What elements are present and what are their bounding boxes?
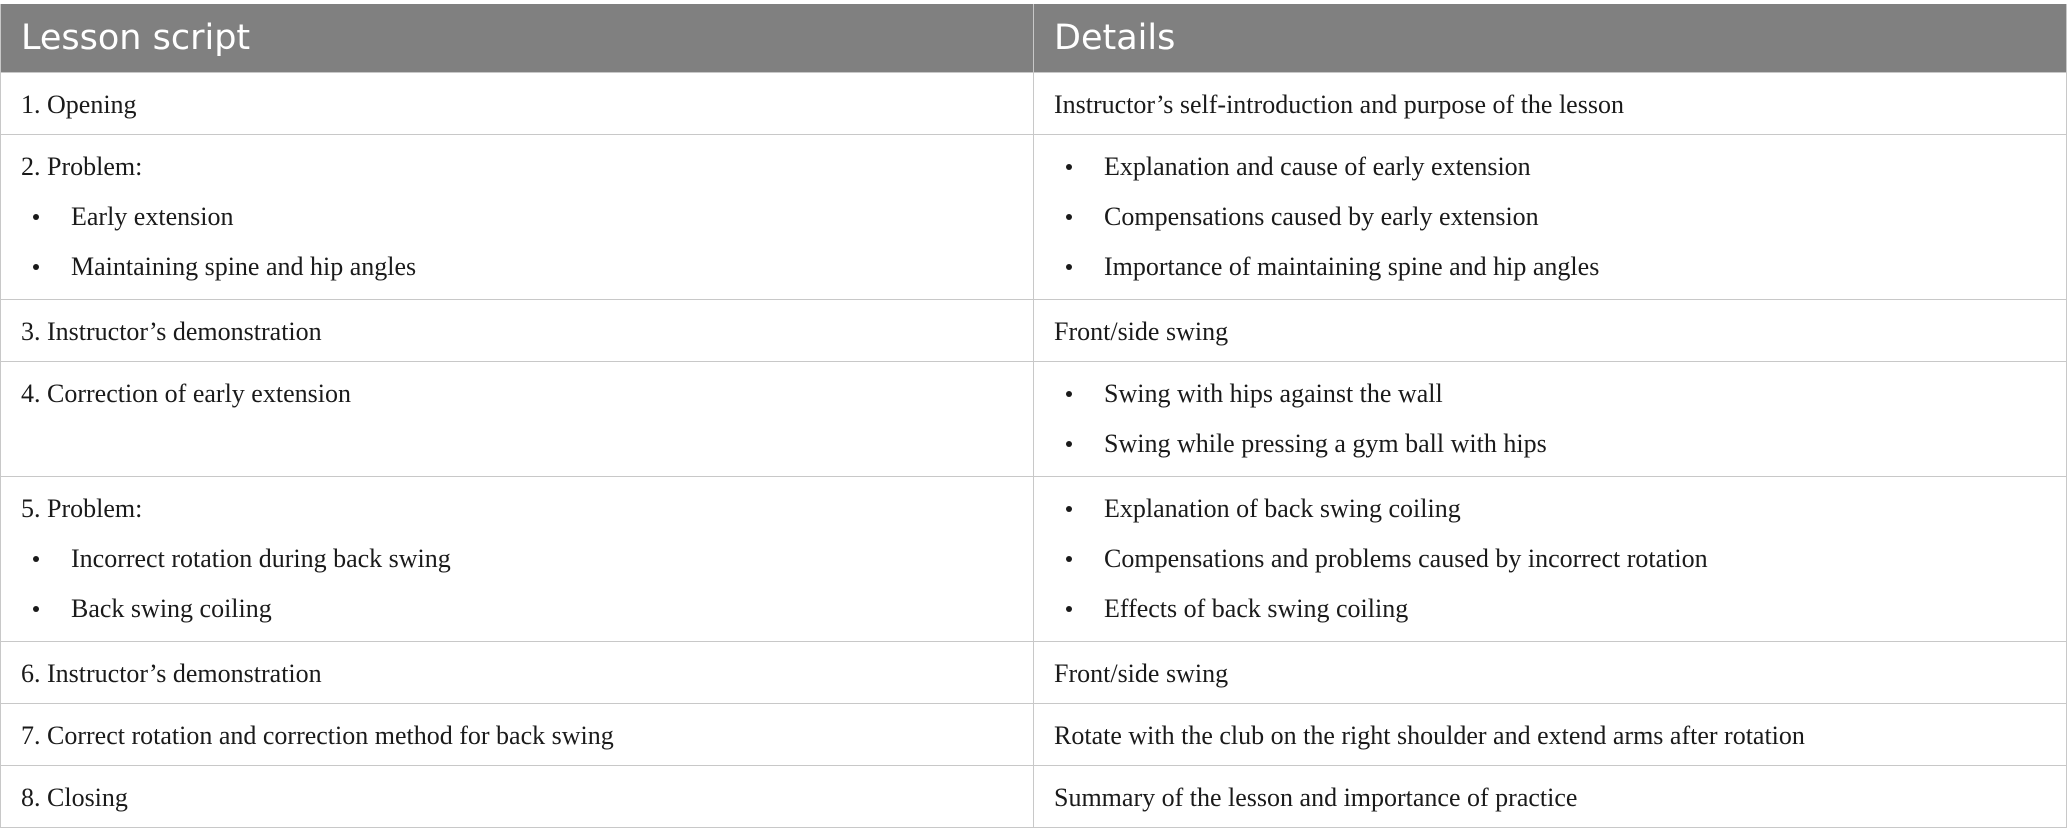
details-cell [1034, 704, 2067, 766]
table-row [1, 300, 2067, 362]
lesson-table-container [0, 4, 2066, 828]
bullet-dot-icon [33, 606, 39, 612]
table-row [1, 73, 2067, 135]
bullet-item [21, 249, 1013, 299]
bullet-dot-icon [33, 264, 39, 270]
column-header-details: Details [1034, 4, 2067, 73]
bullet-list [1054, 376, 2046, 476]
bullet-item [1054, 591, 2046, 641]
bullet-text: Explanation and cause of early extension [1104, 152, 1531, 181]
details-cell-text: Rotate with the club on the right shoulder and extend arms after rotation [1054, 721, 1805, 750]
lesson-script-cell [1, 477, 1034, 642]
lesson-table [0, 4, 2067, 828]
bullet-item [1054, 376, 2046, 426]
bullet-dot-icon [1066, 441, 1072, 447]
lesson-script-cell [1, 766, 1034, 828]
table-row [1, 477, 2067, 642]
lesson-script-cell-text: 5. Problem: [21, 494, 143, 523]
lesson-script-cell-text: 4. Correction of early extension [21, 379, 351, 408]
lesson-script-cell-text: 3. Instructor’s demonstration [21, 317, 322, 346]
bullet-text: Importance of maintaining spine and hip angles [1104, 252, 1600, 281]
bullet-dot-icon [1066, 506, 1072, 512]
bullet-dot-icon [1066, 214, 1072, 220]
bullet-item [1054, 491, 2046, 541]
bullet-item [1054, 249, 2046, 299]
lesson-script-cell-text: 7. Correct rotation and correction method for back swing [21, 721, 614, 750]
bullet-dot-icon [1066, 606, 1072, 612]
bullet-item [21, 199, 1013, 249]
bullet-dot-icon [1066, 556, 1072, 562]
table-row [1, 135, 2067, 300]
details-cell [1034, 362, 2067, 477]
lesson-script-cell [1, 362, 1034, 477]
bullet-item [21, 541, 1013, 591]
lesson-script-cell [1, 300, 1034, 362]
bullet-item [1054, 199, 2046, 249]
bullet-text: Early extension [71, 202, 234, 231]
bullet-text: Back swing coiling [71, 594, 272, 623]
table-row [1, 362, 2067, 477]
table-row [1, 766, 2067, 828]
bullet-text: Effects of back swing coiling [1104, 594, 1409, 623]
bullet-item [1054, 149, 2046, 199]
details-cell [1034, 642, 2067, 704]
bullet-list [21, 199, 1013, 299]
header-row [1, 4, 2067, 73]
bullet-text: Swing while pressing a gym ball with hips [1104, 429, 1547, 458]
details-cell-text: Instructor’s self-introduction and purpose of the lesson [1054, 90, 1624, 119]
bullet-list [1054, 491, 2046, 641]
lesson-script-cell [1, 73, 1034, 135]
bullet-dot-icon [1066, 391, 1072, 397]
details-cell-text: Front/side swing [1054, 317, 1229, 346]
details-cell [1034, 73, 2067, 135]
bullet-text: Swing with hips against the wall [1104, 379, 1443, 408]
bullet-text: Explanation of back swing coiling [1104, 494, 1461, 523]
details-cell [1034, 135, 2067, 300]
lesson-script-cell-text: 8. Closing [21, 783, 128, 812]
details-cell [1034, 477, 2067, 642]
lesson-script-cell [1, 135, 1034, 300]
table-row [1, 704, 2067, 766]
bullet-list [21, 541, 1013, 641]
table-header [1, 4, 2067, 73]
lesson-script-cell [1, 642, 1034, 704]
table-body [1, 73, 2067, 828]
bullet-text: Compensations and problems caused by incorrect rotation [1104, 544, 1708, 573]
bullet-text: Maintaining spine and hip angles [71, 252, 417, 281]
lesson-script-cell-text: 1. Opening [21, 90, 137, 119]
details-cell-text: Summary of the lesson and importance of practice [1054, 783, 1578, 812]
bullet-item [1054, 426, 2046, 476]
details-cell-text: Front/side swing [1054, 659, 1229, 688]
details-cell [1034, 766, 2067, 828]
lesson-script-cell [1, 704, 1034, 766]
details-cell [1034, 300, 2067, 362]
bullet-item [1054, 541, 2046, 591]
bullet-dot-icon [33, 556, 39, 562]
bullet-dot-icon [33, 214, 39, 220]
column-header-lesson-script: Lesson script [1, 4, 1034, 73]
bullet-text: Incorrect rotation during back swing [71, 544, 451, 573]
bullet-list [1054, 149, 2046, 299]
bullet-item [21, 591, 1013, 641]
bullet-text: Compensations caused by early extension [1104, 202, 1539, 231]
lesson-script-cell-text: 2. Problem: [21, 152, 143, 181]
bullet-dot-icon [1066, 264, 1072, 270]
table-row [1, 642, 2067, 704]
lesson-script-cell-text: 6. Instructor’s demonstration [21, 659, 322, 688]
bullet-dot-icon [1066, 164, 1072, 170]
